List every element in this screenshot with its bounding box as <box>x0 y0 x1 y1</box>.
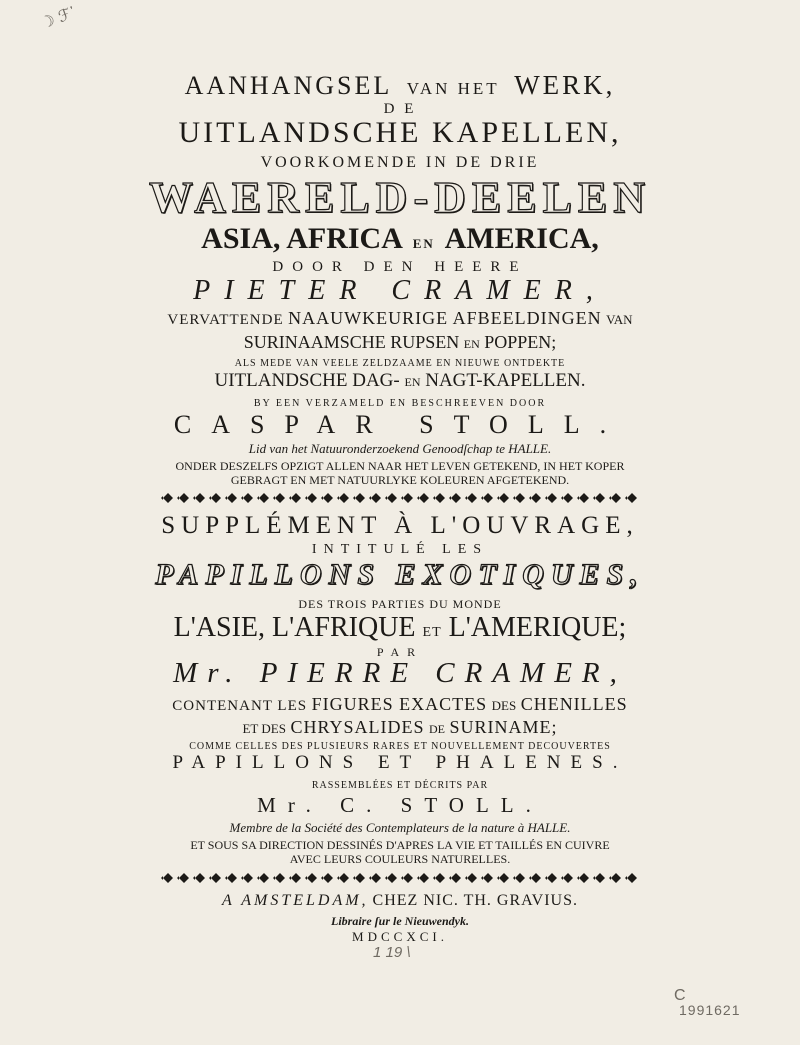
text-amsteldam: A AMSTELDAM, <box>222 892 369 909</box>
text-de: D E <box>383 101 417 117</box>
fleuron-icon <box>417 493 429 503</box>
handwritten-number-1: 1 19 \ <box>373 944 411 961</box>
fleuron-icon <box>305 873 317 883</box>
text-figures-exactes: FIGURES EXACTES <box>311 694 488 714</box>
text-vervattende <box>0 308 800 329</box>
text-asie-afrique: L'ASIE, L'AFRIQUE <box>173 612 416 643</box>
text-date: MDCCXCI. <box>352 929 448 944</box>
handwritten-c: C <box>674 987 686 1004</box>
fleuron-icon <box>369 873 381 883</box>
text-et-des: ET DES <box>242 721 286 736</box>
title-line-aanhangsel <box>0 70 800 101</box>
text-chenilles: CHENILLES <box>520 694 628 714</box>
text-america: AMERICA, <box>444 222 599 255</box>
text-onder-deszelfs: ONDER DESZELFS OPZIGT ALLEN NAAR HET LEVEN GETEKEND, IN HET KOPER <box>175 459 625 473</box>
fleuron-icon <box>337 493 349 503</box>
fleuron-icon <box>417 873 429 883</box>
fleuron-icon <box>209 873 221 883</box>
text-dag: UITLANDSCHE DAG- <box>214 370 400 391</box>
fleuron-icon <box>305 493 317 503</box>
text-asia-africa: ASIA, AFRICA <box>201 222 402 255</box>
fleuron-icon <box>193 873 205 883</box>
fleuron-icon <box>513 873 525 883</box>
text-des-trois-parties: DES TROIS PARTIES DU MONDE <box>298 597 502 611</box>
fleuron-icon <box>609 873 621 883</box>
text-uitlandsche-dag <box>0 370 800 392</box>
title-uitlandsche-kapellen: UITLANDSCHE KAPELLEN, <box>178 116 622 149</box>
text-contenant-les: CONTENANT LES <box>172 698 308 714</box>
text-van-het: VAN HET <box>406 79 500 98</box>
fleuron-icon <box>593 493 605 503</box>
fleuron-icon <box>321 493 333 503</box>
ornament-rule-top <box>160 492 640 504</box>
text-membre: Membre de la Société des Contemplateurs de la nature à HALLE. <box>229 820 571 835</box>
fleuron-icon <box>593 873 605 883</box>
text-et-sous: ET SOUS SA DIRECTION DESSINÉS D'APRES LA VIE ET TAILLÉS EN CUIVRE <box>190 838 610 852</box>
text-werk: WERK, <box>514 70 616 100</box>
text-en-2: EN <box>463 337 480 351</box>
text-et: ET <box>422 625 442 640</box>
fleuron-icon <box>465 873 477 883</box>
fleuron-icon <box>161 493 173 503</box>
text-aanhangsel: AANHANGSEL <box>184 71 393 100</box>
fleuron-icon <box>353 873 365 883</box>
text-suriname: SURINAME; <box>449 717 558 737</box>
text-voorkomende: VOORKOMENDE IN DE DRIE <box>260 154 540 171</box>
fleuron-icon <box>209 493 221 503</box>
author-c-stoll: Mr. C. STOLL. <box>257 793 543 817</box>
fleuron-icon <box>161 873 173 883</box>
text-en-3: EN <box>404 375 421 389</box>
text-chrysalides <box>0 717 800 738</box>
fleuron-icon <box>401 873 413 883</box>
fleuron-icon <box>193 493 205 503</box>
fleuron-icon <box>257 493 269 503</box>
fleuron-icon <box>449 873 461 883</box>
text-surinaamsche <box>0 332 800 353</box>
fleuron-icon <box>273 873 285 883</box>
fleuron-icon <box>465 493 477 503</box>
fleuron-icon <box>561 873 573 883</box>
fleuron-icon <box>337 873 349 883</box>
fleuron-icon <box>545 873 557 883</box>
text-naauwkeurige: NAAUWKEURIGE AFBEELDINGEN <box>288 308 602 328</box>
fleuron-icon <box>433 493 445 503</box>
fleuron-icon <box>545 493 557 503</box>
title-supplement: SUPPLÉMENT À L'OUVRAGE, <box>161 512 639 539</box>
fleuron-icon <box>353 493 365 503</box>
text-imprint <box>0 892 800 910</box>
text-contenant <box>0 694 800 715</box>
fleuron-icon <box>289 873 301 883</box>
fleuron-icon <box>625 873 637 883</box>
fleuron-icon <box>257 873 269 883</box>
fleuron-icon <box>177 873 189 883</box>
fleuron-icon <box>497 493 509 503</box>
text-van: VAN <box>606 312 633 327</box>
text-par: PAR <box>376 645 424 659</box>
text-gravius: CHEZ NIC. TH. GRAVIUS. <box>372 892 578 909</box>
text-avec-leurs: AVEC LEURS COULEURS NATURELLES. <box>289 852 511 866</box>
fleuron-icon <box>513 493 525 503</box>
text-lid-van: Lid van het Natuuronderzoekend Genoodſchap te HALLE. <box>248 441 552 456</box>
author-pieter-cramer: PIETER CRAMER, <box>193 275 607 306</box>
fleuron-icon <box>225 873 237 883</box>
fleuron-icon <box>577 493 589 503</box>
handwritten-number-2: 1991621 <box>679 1002 741 1018</box>
title-papillons-exotiques: PAPILLONS EXOTIQUES, <box>155 558 645 591</box>
text-des: DES <box>491 698 517 713</box>
text-surinaamsche-rupsen: SURINAAMSCHE RUPSEN <box>243 332 460 352</box>
text-comme-celles: COMME CELLES DES PLUSIEURS RARES ET NOUVELLEMENT DECOUVERTES <box>189 741 611 752</box>
text-nagt-kapellen: NAGT-KAPELLEN. <box>425 370 586 391</box>
fleuron-icon <box>225 493 237 503</box>
fleuron-icon <box>433 873 445 883</box>
fleuron-icon <box>401 493 413 503</box>
text-de-2: DE <box>428 722 445 736</box>
title-waereld-deelen: WAERELD-DEELEN <box>148 173 652 222</box>
text-libraire: Libraire ſur le Nieuwendyk. <box>331 914 469 928</box>
text-vervattende-word: VERVATTENDE <box>167 312 284 328</box>
text-gebragt: GEBRAGT EN MET NATUURLYKE KOLEUREN AFGETEKEND. <box>230 473 570 487</box>
fleuron-icon <box>609 493 621 503</box>
text-poppen: POPPEN; <box>484 332 557 352</box>
text-als-mede: ALS MEDE VAN VEELE ZELDZAAME EN NIEUWE ONTDEKTE <box>234 358 566 369</box>
fleuron-icon <box>273 493 285 503</box>
fleuron-icon <box>241 873 253 883</box>
fleuron-icon <box>289 493 301 503</box>
ornament-rule-bottom <box>160 872 640 884</box>
fleuron-icon <box>177 493 189 503</box>
fleuron-icon <box>497 873 509 883</box>
text-door-den-heere: DOOR DEN HEERE <box>272 259 528 275</box>
fleuron-icon <box>561 493 573 503</box>
corner-scribble: ☽ ℱ᾽ <box>38 4 79 33</box>
text-papillons-phalenes: PAPILLONS ET PHALENES. <box>172 752 628 773</box>
fleuron-icon <box>385 493 397 503</box>
fleuron-icon <box>321 873 333 883</box>
fleuron-icon <box>385 873 397 883</box>
text-rassemblees: RASSEMBLÉES ET DÉCRITS PAR <box>311 780 489 791</box>
fleuron-icon <box>241 493 253 503</box>
fleuron-icon <box>481 493 493 503</box>
fleuron-icon <box>449 493 461 503</box>
fleuron-icon <box>529 873 541 883</box>
text-intitule-les: INTITULÉ LES <box>311 542 489 557</box>
fleuron-icon <box>529 493 541 503</box>
title-continents-fr <box>0 612 800 644</box>
title-continents <box>0 222 800 256</box>
fleuron-icon <box>625 493 637 503</box>
fleuron-icon <box>577 873 589 883</box>
text-en: EN <box>412 236 435 251</box>
author-caspar-stoll: CASPAR STOLL. <box>173 410 627 439</box>
author-pierre-cramer: Mr. PIERRE CRAMER, <box>173 657 627 689</box>
text-chrysalides-word: CHRYSALIDES <box>290 717 425 737</box>
fleuron-icon <box>481 873 493 883</box>
text-amerique: L'AMERIQUE; <box>448 612 627 643</box>
fleuron-icon <box>369 493 381 503</box>
text-by-een: BY EEN VERZAMELD EN BESCHREEVEN DOOR <box>253 398 547 409</box>
